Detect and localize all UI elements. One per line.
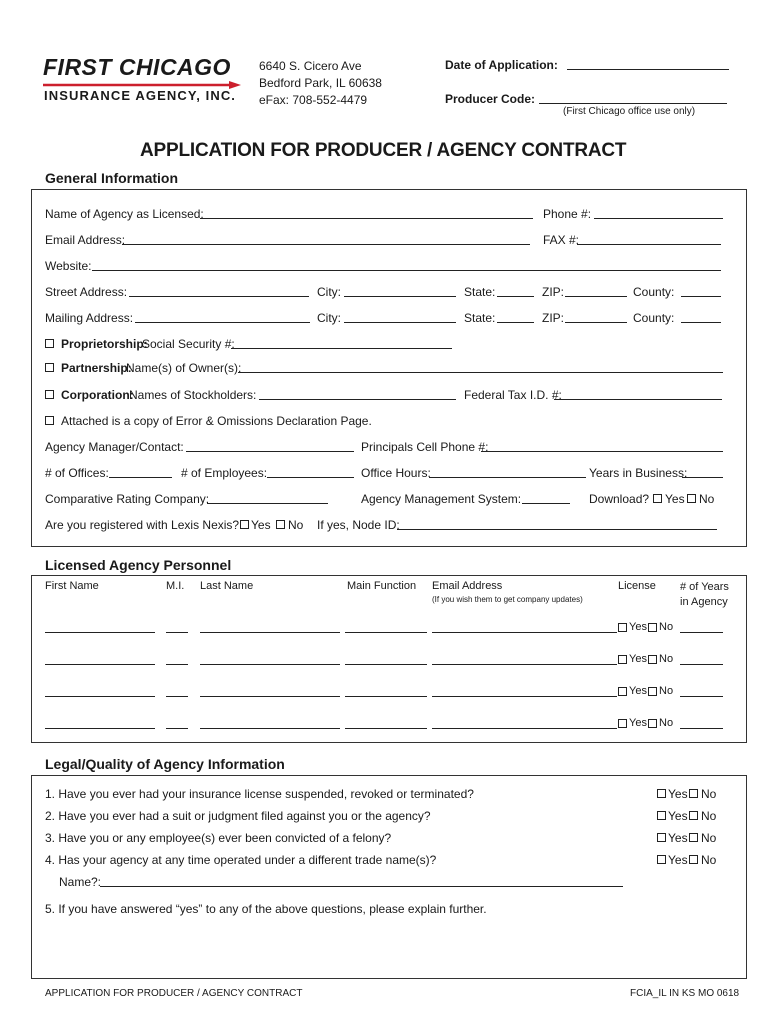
social-security-field[interactable] (231, 337, 452, 349)
comparative-rating-field[interactable] (207, 492, 328, 504)
mi-field[interactable] (166, 717, 188, 729)
years-in-business-label: Years in Business: (589, 466, 688, 480)
license-no-checkbox[interactable] (648, 719, 657, 728)
license-no-checkbox[interactable] (648, 623, 657, 632)
eo-declaration-checkbox[interactable] (45, 416, 54, 425)
agency-manager-label: Agency Manager/Contact: (45, 440, 184, 454)
years-in-business-field[interactable] (682, 466, 723, 478)
legal-q4: 4. Has your agency at any time operated under a different trade name(s)? (45, 853, 437, 867)
node-id-field[interactable] (397, 518, 717, 530)
street-zip-field[interactable] (565, 285, 627, 297)
mailing-address-field[interactable] (135, 311, 310, 323)
company-logo (43, 54, 237, 103)
date-of-application-label: Date of Application: (445, 58, 558, 72)
comparative-rating-label: Comparative Rating Company: (45, 492, 210, 506)
license-no-label: No (659, 653, 674, 665)
license-yes-checkbox[interactable] (618, 655, 627, 664)
years-in-agency-field[interactable] (680, 621, 723, 633)
q2-yes-label: Yes (668, 809, 688, 823)
num-employees-label: # of Employees: (181, 466, 268, 480)
email-address-field[interactable] (432, 621, 617, 633)
lexis-no-checkbox[interactable] (276, 520, 285, 529)
producer-code-field[interactable] (539, 103, 727, 104)
first-name-field[interactable] (45, 653, 155, 665)
mi-field[interactable] (166, 653, 188, 665)
fax-label: FAX #: (543, 233, 580, 247)
federal-tax-label: Federal Tax I.D. #: (464, 388, 562, 402)
lexis-yes-checkbox[interactable] (240, 520, 249, 529)
download-no-label: No (699, 492, 715, 506)
main-function-field[interactable] (345, 653, 427, 665)
street-county-field[interactable] (681, 285, 721, 297)
main-function-field[interactable] (345, 685, 427, 697)
q3-no-label: No (701, 831, 717, 845)
address-line-2: Bedford Park, IL 60638 (259, 76, 382, 90)
q4-no-label: No (701, 853, 717, 867)
license-yes-label: Yes (629, 685, 647, 697)
q4-no-checkbox[interactable] (689, 855, 698, 864)
col-main-function: Main Function (347, 580, 417, 592)
download-yes-checkbox[interactable] (653, 494, 662, 503)
col-email-note: (If you wish them to get company updates) (432, 595, 583, 604)
num-employees-field[interactable] (267, 466, 354, 478)
page-title: APPLICATION FOR PRODUCER / AGENCY CONTRACT (140, 140, 627, 161)
eo-declaration-label: Attached is a copy of Error & Omissions Declaration Page. (61, 414, 372, 428)
street-city-label: City: (317, 285, 341, 299)
download-yes-label: Yes (665, 492, 685, 506)
fax-field[interactable] (577, 233, 721, 245)
street-address-label: Street Address: (45, 285, 128, 299)
col-mi: M.I. (166, 580, 185, 592)
producer-code-label: Producer Code: (445, 92, 536, 106)
license-yes-checkbox[interactable] (618, 719, 627, 728)
logo-name: FIRST CHICAGO (43, 54, 231, 80)
license-no-label: No (659, 685, 674, 697)
street-zip-label: ZIP: (542, 285, 565, 299)
agency-mgmt-system-field[interactable] (522, 492, 570, 504)
phone-label: Phone #: (543, 207, 592, 221)
principals-cell-label: Principals Cell Phone #: (361, 440, 489, 454)
mi-field[interactable] (166, 621, 188, 633)
license-yes-checkbox[interactable] (618, 687, 627, 696)
mailing-county-field[interactable] (681, 311, 721, 323)
legal-q2: 2. Have you ever had a suit or judgment filed against you or the agency? (45, 809, 431, 823)
q2-yes-checkbox[interactable] (657, 811, 666, 820)
license-yes-label: Yes (629, 653, 647, 665)
last-name-field[interactable] (200, 717, 340, 729)
mailing-city-field[interactable] (344, 311, 456, 323)
last-name-field[interactable] (200, 621, 340, 633)
lexis-yes-label: Yes (251, 518, 271, 532)
q4-yes-checkbox[interactable] (657, 855, 666, 864)
street-state-field[interactable] (497, 285, 534, 297)
first-name-field[interactable] (45, 621, 155, 633)
footer-right: FCIA_IL IN KS MO 0618 (630, 988, 740, 999)
license-no-label: No (659, 717, 674, 729)
phone-field[interactable] (594, 207, 723, 219)
date-of-application-field[interactable] (567, 69, 729, 70)
proprietorship-label: Proprietorship: (61, 337, 148, 351)
legal-q1: 1. Have you ever had your insurance license suspended, revoked or terminated? (45, 787, 474, 801)
col-email: Email Address (432, 580, 503, 592)
years-in-agency-field[interactable] (680, 685, 723, 697)
last-name-field[interactable] (200, 653, 340, 665)
email-field[interactable] (122, 233, 530, 245)
q3-yes-label: Yes (668, 831, 688, 845)
download-no-checkbox[interactable] (687, 494, 696, 503)
mailing-address-label: Mailing Address: (45, 311, 134, 325)
main-function-field[interactable] (345, 621, 427, 633)
website-label: Website: (45, 259, 92, 273)
q3-yes-checkbox[interactable] (657, 833, 666, 842)
agency-mgmt-system-label: Agency Management System: (361, 492, 522, 506)
corporation-label: Corporation: (61, 388, 134, 402)
footer-left: APPLICATION FOR PRODUCER / AGENCY CONTRACT (45, 988, 303, 999)
years-in-agency-field[interactable] (680, 717, 723, 729)
num-offices-label: # of Offices: (45, 466, 109, 480)
federal-tax-field[interactable] (554, 388, 722, 400)
lexis-no-label: No (288, 518, 304, 532)
proprietorship-checkbox[interactable] (45, 339, 54, 348)
years-in-agency-field[interactable] (680, 653, 723, 665)
col-years-1: # of Years (680, 581, 729, 593)
trade-name-field[interactable] (100, 875, 623, 887)
legal-q3: 3. Have you or any employee(s) ever been convicted of a felony? (45, 831, 392, 845)
lexis-nexis-label: Are you registered with Lexis Nexis? (45, 518, 240, 532)
license-yes-checkbox[interactable] (618, 623, 627, 632)
owners-field[interactable] (238, 361, 723, 373)
mi-field[interactable] (166, 685, 188, 697)
corporation-checkbox[interactable] (45, 390, 54, 399)
license-no-label: No (659, 621, 674, 633)
main-function-field[interactable] (345, 717, 427, 729)
num-offices-field[interactable] (109, 466, 172, 478)
q1-yes-checkbox[interactable] (657, 789, 666, 798)
logo-subtitle: INSURANCE AGENCY, INC. (44, 88, 237, 103)
legal-heading: Legal/Quality of Agency Information (45, 756, 285, 772)
stockholders-field[interactable] (259, 388, 456, 400)
trade-name-label: Name?: (59, 875, 102, 889)
general-information-heading: General Information (45, 170, 179, 186)
email-label: Email Address: (45, 233, 126, 247)
partnership-checkbox[interactable] (45, 363, 54, 372)
address-line-1: 6640 S. Cicero Ave (259, 59, 362, 73)
street-state-label: State: (464, 285, 496, 299)
mailing-city-label: City: (317, 311, 341, 325)
license-no-checkbox[interactable] (648, 687, 657, 696)
q1-yes-label: Yes (668, 787, 688, 801)
street-county-label: County: (633, 285, 675, 299)
mailing-county-label: County: (633, 311, 675, 325)
license-yes-label: Yes (629, 717, 647, 729)
col-license: License (618, 580, 656, 592)
email-address-field[interactable] (432, 685, 617, 697)
license-no-checkbox[interactable] (648, 655, 657, 664)
col-years-2: in Agency (680, 596, 728, 608)
office-hours-field[interactable] (429, 466, 586, 478)
social-security-label: Social Security #: (142, 337, 235, 351)
q2-no-label: No (701, 809, 717, 823)
email-address-field[interactable] (432, 653, 617, 665)
website-field[interactable] (92, 259, 721, 271)
legal-q5: 5. If you have answered “yes” to any of the above questions, please explain further. (45, 902, 487, 916)
q1-no-checkbox[interactable] (689, 789, 698, 798)
last-name-field[interactable] (200, 685, 340, 697)
q2-no-checkbox[interactable] (689, 811, 698, 820)
download-label: Download? (589, 492, 650, 506)
stockholders-label: Names of Stockholders: (129, 388, 257, 402)
partnership-label: Partnership: (61, 361, 132, 375)
mailing-state-field[interactable] (497, 311, 534, 323)
col-last-name: Last Name (200, 580, 254, 592)
office-hours-label: Office Hours: (361, 466, 431, 480)
agency-name-field[interactable] (200, 207, 533, 219)
mailing-zip-field[interactable] (565, 311, 627, 323)
agency-manager-field[interactable] (186, 440, 354, 452)
agency-address (259, 58, 382, 109)
license-yes-label: Yes (629, 621, 647, 633)
mailing-zip-label: ZIP: (542, 311, 565, 325)
first-name-field[interactable] (45, 717, 155, 729)
agency-name-label: Name of Agency as Licensed: (45, 207, 204, 221)
office-use-note: (First Chicago office use only) (563, 106, 696, 117)
efax: eFax: 708-552-4479 (259, 93, 368, 107)
col-first-name: First Name (45, 580, 99, 592)
q1-no-label: No (701, 787, 717, 801)
node-id-label: If yes, Node ID: (317, 518, 400, 532)
street-city-field[interactable] (344, 285, 456, 297)
principals-cell-field[interactable] (481, 440, 723, 452)
first-name-field[interactable] (45, 685, 155, 697)
q4-yes-label: Yes (668, 853, 688, 867)
q3-no-checkbox[interactable] (689, 833, 698, 842)
street-address-field[interactable] (129, 285, 309, 297)
email-address-field[interactable] (432, 717, 617, 729)
owners-label: Name(s) of Owner(s): (126, 361, 242, 375)
mailing-state-label: State: (464, 311, 496, 325)
personnel-heading: Licensed Agency Personnel (45, 557, 232, 573)
